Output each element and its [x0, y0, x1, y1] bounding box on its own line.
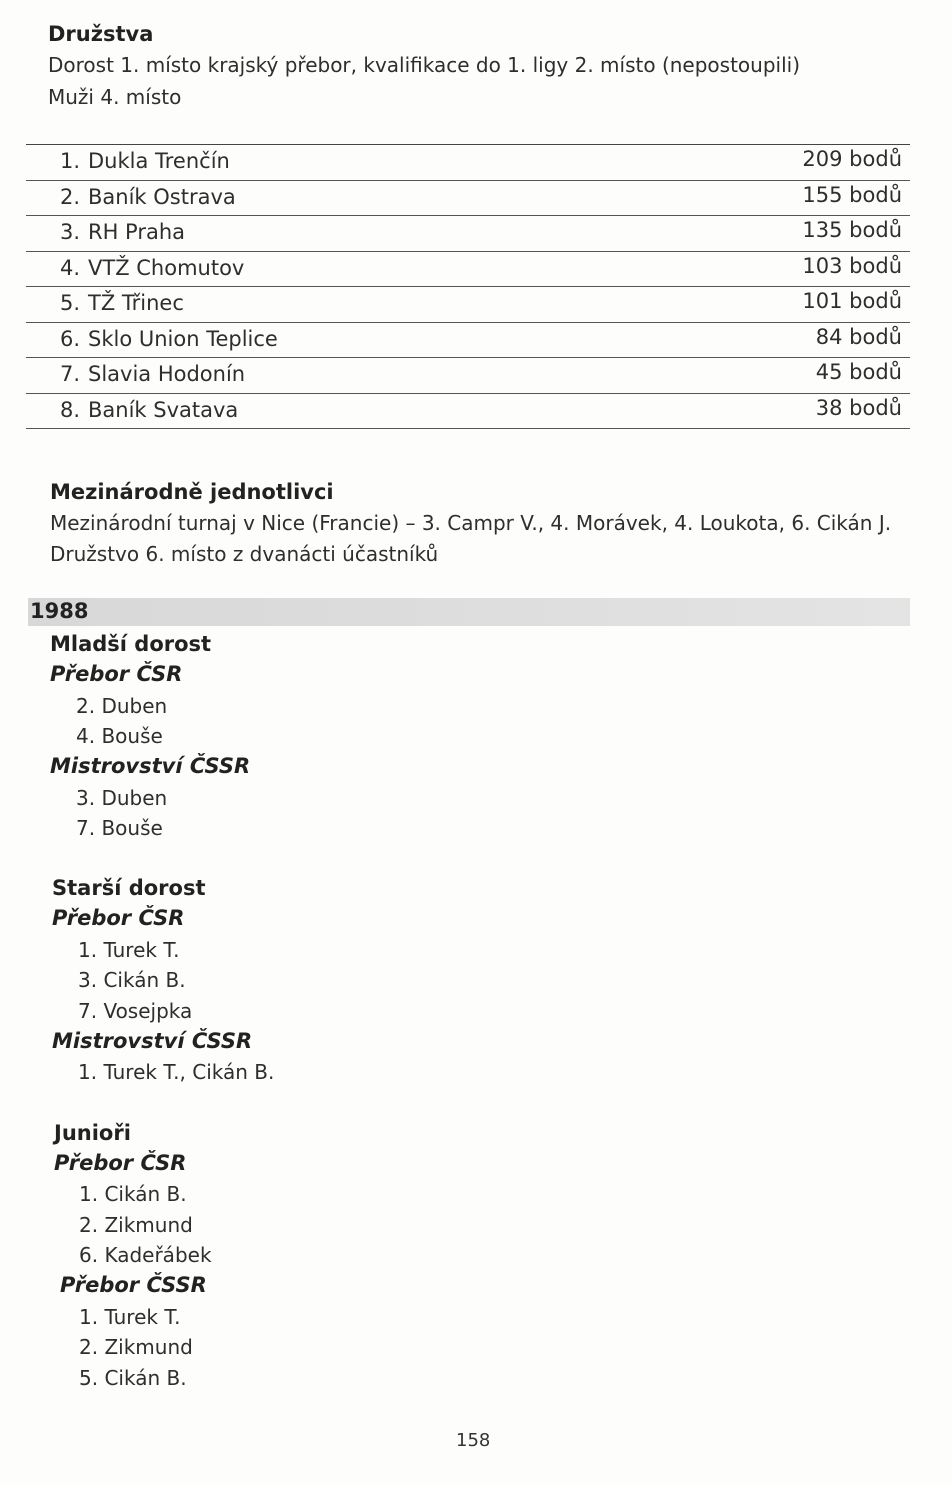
points: 45 bodů	[815, 360, 902, 384]
team-name: VTŽ Chomutov	[88, 255, 245, 280]
result-item: 7. Bouše	[76, 816, 163, 840]
category-heading: Mladší dorost	[50, 632, 212, 656]
standings-table	[26, 144, 910, 429]
result-item: 1. Turek T.	[79, 1305, 181, 1329]
category-heading: Junioři	[54, 1121, 131, 1145]
result-item: 5. Cikán B.	[79, 1366, 187, 1390]
competition-title: Přebor ČSSR	[60, 1273, 207, 1297]
table-row	[26, 394, 910, 430]
year-label: 1988	[30, 599, 89, 623]
rank: 7.	[59, 362, 80, 386]
points: 209 bodů	[802, 147, 902, 171]
table-row	[26, 252, 910, 288]
points: 103 bodů	[802, 253, 902, 278]
result-item: 2. Zikmund	[79, 1335, 193, 1359]
competition-title: Přebor ČSR	[50, 662, 183, 686]
competition-title: Mistrovství ČSSR	[52, 1029, 253, 1053]
table-row	[26, 358, 910, 394]
rank: 4.	[59, 255, 80, 280]
team-name: Sklo Union Teplice	[88, 326, 278, 351]
table-row	[26, 181, 910, 217]
points: 38 bodů	[815, 395, 902, 420]
result-item: 4. Bouše	[76, 724, 163, 748]
competition-title: Přebor ČSR	[54, 1151, 187, 1175]
team-name: Baník Ostrava	[88, 184, 236, 209]
rank: 6.	[59, 326, 80, 351]
result-item: 7. Vosejpka	[78, 999, 193, 1023]
international-line-1: Mezinárodní turnaj v Nice (Francie) – 3. Campr V., 4. Morávek, 4. Loukota, 6. Cikán J.	[50, 511, 892, 535]
international-line-2: Družstvo 6. místo z dvanácti účastníků	[50, 542, 439, 566]
section-heading-international: Mezinárodně jednotlivci	[50, 480, 334, 504]
year-header-bar	[28, 598, 910, 626]
result-item: 2. Duben	[76, 694, 168, 718]
table-row	[26, 145, 910, 181]
team-name: TŽ Třinec	[88, 291, 184, 315]
rank: 8.	[59, 397, 80, 422]
competition-title: Mistrovství ČSSR	[50, 754, 251, 778]
result-item: 3. Duben	[76, 786, 168, 810]
rank: 1.	[59, 149, 80, 173]
table-row	[26, 323, 910, 359]
points: 84 bodů	[815, 324, 902, 349]
team-name: Slavia Hodonín	[88, 362, 246, 386]
points: 135 bodů	[802, 218, 902, 242]
page-number: 158	[456, 1430, 491, 1451]
points: 155 bodů	[802, 182, 902, 207]
result-item: 1. Cikán B.	[79, 1182, 187, 1206]
team-name: Dukla Trenčín	[88, 149, 230, 173]
teams-line-1: Dorost 1. místo krajský přebor, kvalifikace do 1. ligy 2. místo (nepostoupili)	[48, 53, 801, 77]
result-item: 1. Turek T., Cikán B.	[78, 1060, 275, 1084]
table-row	[26, 216, 910, 252]
rank: 3.	[59, 220, 80, 244]
result-item: 1. Turek T.	[78, 938, 180, 962]
rank: 5.	[59, 291, 80, 315]
rank: 2.	[59, 184, 80, 209]
result-item: 2. Zikmund	[79, 1213, 193, 1237]
team-name: Baník Svatava	[88, 397, 239, 422]
team-name: RH Praha	[88, 220, 186, 244]
result-item: 6. Kadeřábek	[79, 1243, 212, 1267]
competition-title: Přebor ČSR	[52, 906, 185, 930]
result-item: 3. Cikán B.	[78, 968, 186, 992]
points: 101 bodů	[802, 289, 902, 313]
category-heading: Starší dorost	[52, 876, 206, 900]
teams-line-2: Muži 4. místo	[48, 85, 182, 109]
section-heading-teams: Družstva	[48, 22, 154, 46]
table-row	[26, 287, 910, 323]
